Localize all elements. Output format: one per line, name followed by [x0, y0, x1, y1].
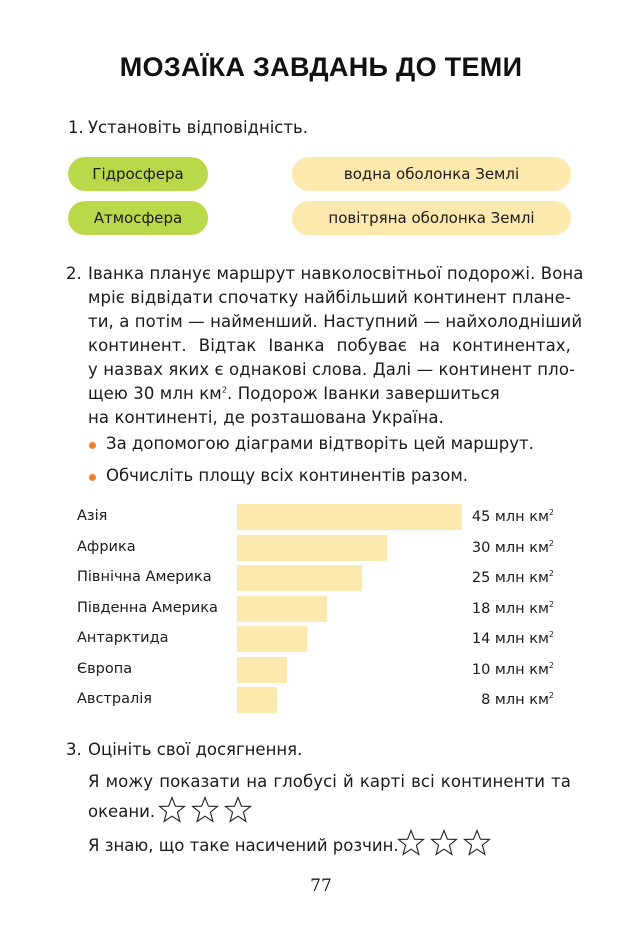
chart-value-label: 25 млн $км^2$: [471, 569, 554, 586]
task-1-text: Установіть відповідність.: [88, 118, 308, 137]
chart-category-label: Антарктида: [77, 630, 169, 646]
chart-value-label: 18 млн $км^2$: [471, 599, 554, 617]
task-2-line-2: мріє відвідати спочатку найбільший континент плане-: [88, 288, 571, 307]
bullet-dot-icon: [89, 442, 96, 449]
chart-category-label: Австралія: [77, 691, 152, 707]
chart-value-label: 8 млн $км^2$: [481, 691, 554, 708]
task-2-line-5: у назвах яких є однакові слова. Далі — континент пло-: [88, 360, 576, 379]
chart-bar: [237, 596, 327, 622]
chart-category-label: Південна Америка: [77, 599, 218, 616]
task-3-line-1: Я можу показати на глобусі й карті всі континенти та: [88, 772, 571, 791]
chart-bar: [237, 504, 462, 530]
chart-value-label: 30 млн $км^2$: [471, 538, 554, 556]
task-3-line-3: Я знаю, що таке насичений розчин.: [88, 836, 399, 855]
task-2-line-3: ти, а потім — найменший. Наступний — найхолодніший: [88, 312, 583, 331]
bullet-dot-icon: [89, 474, 96, 481]
match-term-1[interactable]: Гідросфера: [68, 157, 208, 191]
chart-category-label: Азія: [77, 508, 108, 524]
match-term-2[interactable]: Атмосфера: [68, 201, 208, 235]
task-3-number: 3.: [66, 740, 82, 759]
chart-category-label: Африка: [77, 538, 136, 555]
task-3-text: Оцініть свої досягнення.: [88, 740, 303, 759]
star-icon[interactable]: [397, 829, 425, 857]
star-icon[interactable]: [224, 796, 252, 824]
task-3-line-2: океани.: [88, 802, 156, 821]
chart-bar: [237, 687, 277, 713]
star-icon[interactable]: [191, 796, 219, 824]
task-2-number: 2.: [66, 264, 82, 283]
chart-value-label: 14 млн $км^2$: [471, 630, 554, 647]
km-squared-sup: 2: [221, 385, 228, 395]
chart-category-label: Північна Америка: [77, 569, 212, 585]
chart-bar: [237, 535, 387, 561]
chart-value-label: 45 млн $км^2$: [471, 508, 554, 525]
star-icon[interactable]: [463, 829, 491, 857]
bullet-1: За допомогою діаграми відтворіть цей маршрут.: [106, 434, 534, 453]
match-definition-1[interactable]: водна оболонка Землі: [292, 157, 571, 191]
task-2-line-7: на континенті, де розташована Україна.: [88, 408, 444, 427]
task-1-number: 1.: [68, 118, 84, 137]
match-definition-2[interactable]: повітряна оболонка Землі: [292, 201, 571, 235]
bullet-2: Обчисліть площу всіх континентів разом.: [106, 466, 469, 485]
star-icon[interactable]: [430, 829, 458, 857]
star-icon[interactable]: [158, 796, 186, 824]
page-title: МОЗАЇКА ЗАВДАНЬ ДО ТЕМИ: [119, 52, 523, 82]
chart-bar: [237, 657, 287, 683]
task-2-line-6-rest: . Подорож Іванки завершиться: [227, 384, 500, 403]
chart-bar: [237, 626, 307, 652]
task-2-line-1: Іванка планує маршрут навколосвітньої подорожі. Вона: [88, 264, 584, 283]
task-2-line-4: континент. Відтак Іванка побуває на континентах,: [88, 336, 571, 355]
task-2-line-6: [88, 384, 500, 403]
task-2-line-6-start: щею 30 млн км: [88, 384, 222, 403]
chart-bar: [237, 565, 362, 591]
chart-category-label: Європа: [77, 660, 133, 677]
page-number: 77: [310, 876, 332, 896]
chart-value-label: 10 млн $км^2$: [471, 660, 554, 678]
